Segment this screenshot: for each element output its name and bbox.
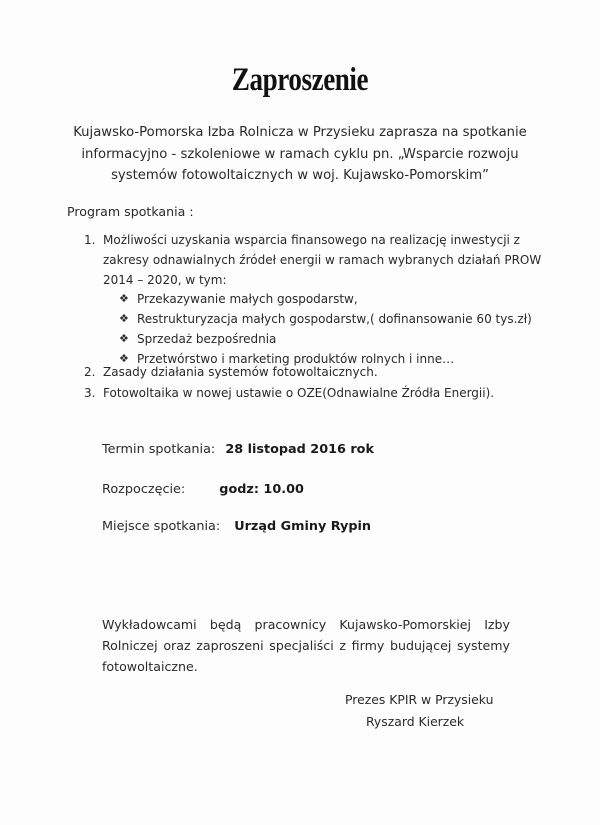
- meeting-place-label: Miejsce spotkania:: [102, 519, 221, 534]
- intro-paragraph: [45, 122, 555, 187]
- program-label: Program spotkania :: [67, 204, 194, 219]
- signature-role: Prezes KPIR w Przysieku: [345, 692, 494, 707]
- meeting-date: [102, 442, 374, 457]
- meeting-date-value: 28 listopad 2016 rok: [225, 442, 374, 457]
- bullet-diamond-icon: ❖: [119, 312, 129, 325]
- meeting-start: [102, 482, 304, 497]
- meeting-place: [102, 519, 371, 534]
- document-title: Zaproszenie: [231, 62, 369, 98]
- intro-line: Kujawsko-Pomorska Izba Rolnicza w Przysieku zaprasza na spotkanie: [73, 125, 527, 140]
- program-item-number: 2.: [84, 365, 96, 379]
- program-item-text: Możliwości uzyskania wsparcia finansowego na realizację inwestycji z zakresy odnawialnych źródeł energii w ramach wybranych działań PROW 2014 – 2020, w tym:: [103, 233, 542, 288]
- meeting-date-label: Termin spotkania:: [102, 442, 216, 457]
- sub-item-text: Sprzedaż bezpośrednia: [137, 332, 277, 346]
- signature-name: Ryszard Kierzek: [366, 714, 465, 729]
- lecturers-paragraph: Wykładowcami będą pracownicy Kujawsko-Pomorskiej Izby Rolniczej oraz zaproszeni specjaliści z firmy budującej systemy fotowoltaiczne.: [102, 617, 510, 674]
- bullet-diamond-icon: ❖: [119, 352, 129, 365]
- bullet-diamond-icon: ❖: [119, 292, 129, 305]
- program-item-text: Fotowoltaika w nowej ustawie o OZE(Odnawialne Źródła Energii).: [103, 386, 495, 400]
- sub-item-text: Przekazywanie małych gospodarstw,: [137, 292, 358, 306]
- sub-item-text: Przetwórstwo i marketing produktów rolnych i inne…: [137, 352, 455, 366]
- meeting-place-value: Urząd Gminy Rypin: [234, 519, 372, 534]
- program-item-number: 3.: [84, 386, 96, 400]
- bullet-diamond-icon: ❖: [119, 332, 129, 345]
- meeting-start-value: godz: 10.00: [219, 482, 304, 497]
- intro-line: informacyjno - szkoleniowe w ramach cyklu pn. „Wsparcie rozwoju: [81, 146, 519, 162]
- intro-line: systemów fotowoltaicznych w woj. Kujawsko-Pomorskim”: [111, 168, 489, 183]
- meeting-start-label: Rozpoczęcie:: [102, 482, 186, 497]
- sub-item-text: Restrukturyzacja małych gospodarstw,( dofinansowanie 60 tys.zł): [137, 312, 532, 326]
- program-item-number: 1.: [84, 233, 96, 247]
- program-item-text: Zasady działania systemów fotowoltaicznych.: [103, 365, 378, 379]
